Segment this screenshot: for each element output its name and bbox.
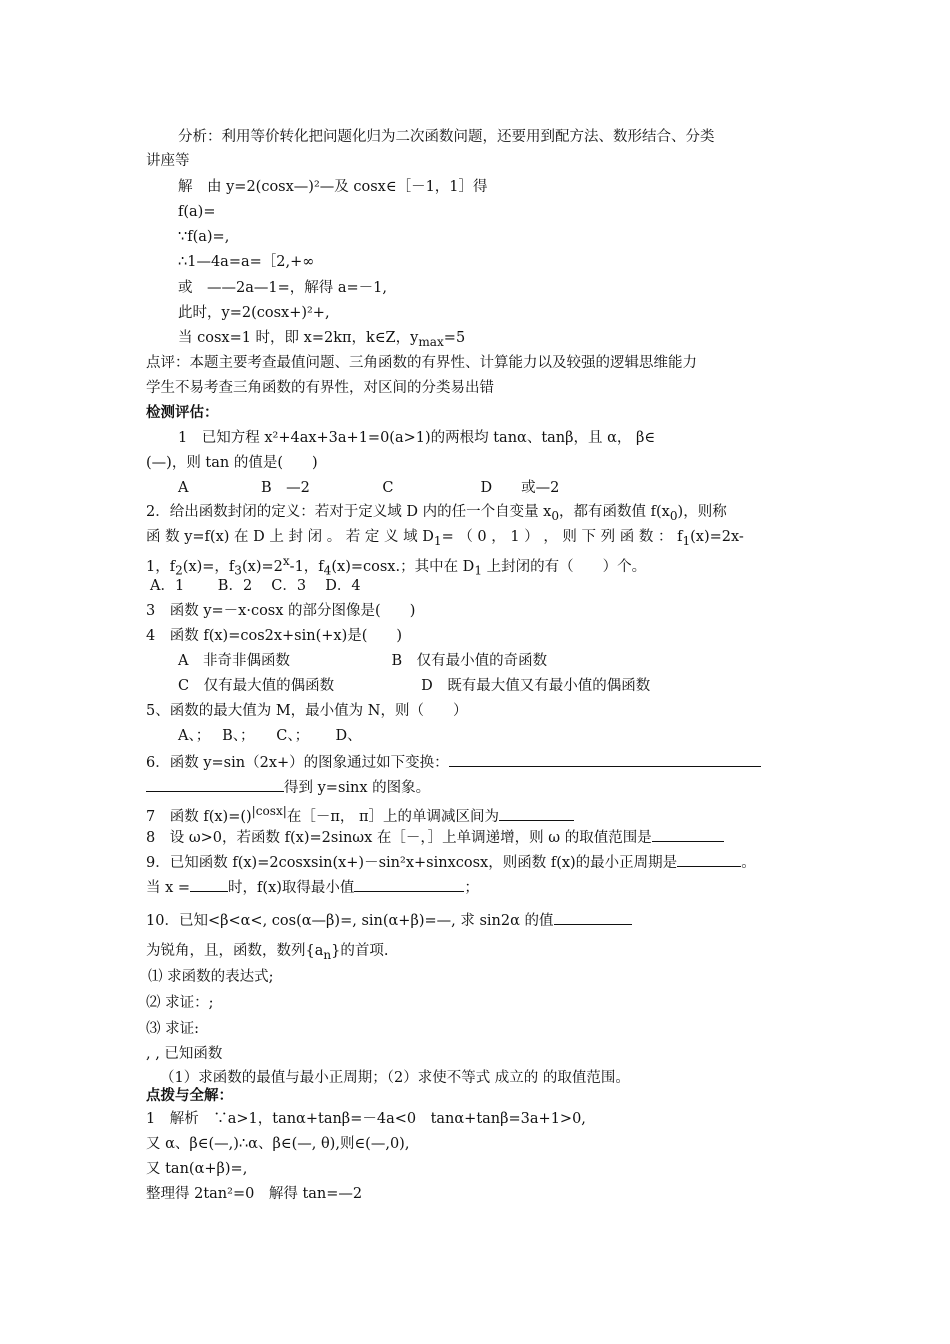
q6-text-1: 6．函数 y=sin（2x+）的图象通过如下变换： <box>146 755 449 771</box>
q9-text-4: ； <box>464 880 479 896</box>
answer-blank[interactable] <box>354 877 464 892</box>
q9-text-1: 9．已知函数 f(x)=2cosxsin(x+)－sin²x+sinxcosx，则函数 f(x)的最小正周期是 <box>146 855 678 871</box>
q4-line: 4 函数 f(x)=cos2x+sin(+x)是( ) <box>146 628 403 644</box>
q9-line-1 <box>146 852 756 872</box>
q8-line <box>146 827 724 847</box>
answer-1-line-3: 又 tan(α+β)=, <box>146 1161 248 1177</box>
q2-line-3: 1，$f_2(x)=$，$f_3(x)=2^x-1$，$f_4(x)=\cos x$.；其中在 $D_1$ 上封闭的有（ ）个。 <box>146 554 647 578</box>
q10-line <box>146 910 632 930</box>
extra-q-part-3: ⑶ 求证: <box>146 1021 199 1037</box>
extra-q-part-1: ⑴ 求函数的表达式; <box>148 969 274 985</box>
solution-line-5: 或 ——2a—1=，解得 a=－1, <box>178 280 387 296</box>
q6-line-2 <box>146 777 430 797</box>
solution-line-6: 此时，y=2(cosx+)²+, <box>178 305 330 321</box>
extra-q2-line-1: , , 已知函数 <box>146 1046 223 1062</box>
q9-text-3: 时，f(x)取得最小值 <box>228 880 355 896</box>
q3-line: 3 函数 y=－x·cosx 的部分图像是( ) <box>146 603 416 619</box>
answer-1-line-4: 整理得 2tan²=0 解得 tan=—2 <box>146 1186 363 1202</box>
comment-line-1: 点评：本题主要考查最值问题、三角函数的有界性、计算能力以及较强的逻辑思维能力 <box>146 355 697 371</box>
q4-options-2: C 仅有最大值的偶函数 D 既有最大值又有最小值的偶函数 <box>178 678 651 694</box>
solution-line-4: ∴1—4a=a=［2,+∞ <box>178 254 315 270</box>
q9-text-2: 当 x = <box>146 880 191 896</box>
solution-line-3: ∵f(a)=, <box>178 229 230 245</box>
q8-text: 8 设 ω>0，若函数 f(x)=2sinωx 在［－，］上单调递增，则 ω 的取值范围是 <box>146 830 652 846</box>
extra-q2-line-2: （1）求函数的最值与最小正周期；（2）求使不等式 成立的 的取值范围。 <box>160 1070 630 1086</box>
solution-line-7: 当 cosx=1 时，即 x=2kπ，k∈Z，$y_{max}=5$ <box>178 330 466 349</box>
answer-blank[interactable] <box>449 752 761 767</box>
q6-line-1 <box>146 752 761 772</box>
q9-line-2 <box>146 877 479 897</box>
q1-options: A B —2 C D 或—2 <box>178 480 560 496</box>
solution-line-1: 解 由 y=2(cosx—)²—及 cosx∈［－1，1］得 <box>178 179 488 195</box>
extra-q-line-1: 为锐角，且，函数，数列$\{a_n\}$的首项. <box>146 943 389 962</box>
section-heading-answers: 点拨与全解： <box>146 1088 233 1104</box>
solution-line-2: f(a)= <box>178 204 216 220</box>
q1-line-1: 1 已知方程 x²+4ax+3a+1=0(a>1)的两根均 tanα、tanβ，且 α， β∈ <box>178 430 656 446</box>
answer-blank[interactable] <box>499 806 574 821</box>
q5-line: 5、函数的最大值为 M，最小值为 N，则（ ） <box>146 703 468 719</box>
q2-line-2: 函 数 y=f(x) 在 D 上 封 闭 。 若 定 义 域 $D_1=$ （ 0 ， 1 ） ， 则 下 列 函 数 ： $f_1(x)=2x-$ <box>146 529 744 548</box>
q5-options: A、； B、； C、； D、 <box>178 728 362 744</box>
answer-1-line-2: 又 α、β∈(—,)∴α、β∈(—, θ),则∈(—,0), <box>146 1136 410 1152</box>
answer-blank[interactable] <box>190 877 228 892</box>
answer-blank[interactable] <box>652 827 724 842</box>
analysis-line-1: 分析：利用等价转化把问题化归为二次函数问题，还要用到配方法、数形结合、分类 <box>178 129 715 145</box>
q7-line <box>146 802 574 826</box>
q6-text-2: 得到 y=sinx 的图象。 <box>284 780 431 796</box>
q2-options: A．1 B．2 C．3 D．4 <box>150 578 361 594</box>
q4-options-1: A 非奇非偶函数 B 仅有最小值的奇函数 <box>178 653 548 669</box>
answer-blank[interactable] <box>677 852 741 867</box>
q9-period: 。 <box>741 855 756 871</box>
answer-1-line-1: 1 解析 ∵a>1，tanα+tanβ=－4a<0 tanα+tanβ=3a+1>0, <box>146 1111 586 1127</box>
section-heading-evaluation: 检测评估： <box>146 405 219 421</box>
q2-line-1: 2．给出函数封闭的定义：若对于定义域 D 内的任一个自变量 $x_0$，都有函数值 $f(x_0)$，则称 <box>146 504 727 523</box>
extra-q-part-2: ⑵ 求证：; <box>146 995 214 1011</box>
q7-text: 7 函数 f(x)=()$^{|cosx|}$在［－π， π］上的单调减区间为 <box>146 804 500 825</box>
q1-line-2: (—)，则 tan 的值是( ) <box>146 455 318 471</box>
answer-blank[interactable] <box>554 910 632 925</box>
analysis-line-2: 讲座等 <box>146 153 190 169</box>
answer-blank[interactable] <box>146 777 284 792</box>
comment-line-2: 学生不易考查三角函数的有界性，对区间的分类易出错 <box>146 380 494 396</box>
q10-text: 10．已知<β<α<, cos(α—β)=, sin(α+β)=—, 求 sin2α 的值 <box>146 913 554 929</box>
